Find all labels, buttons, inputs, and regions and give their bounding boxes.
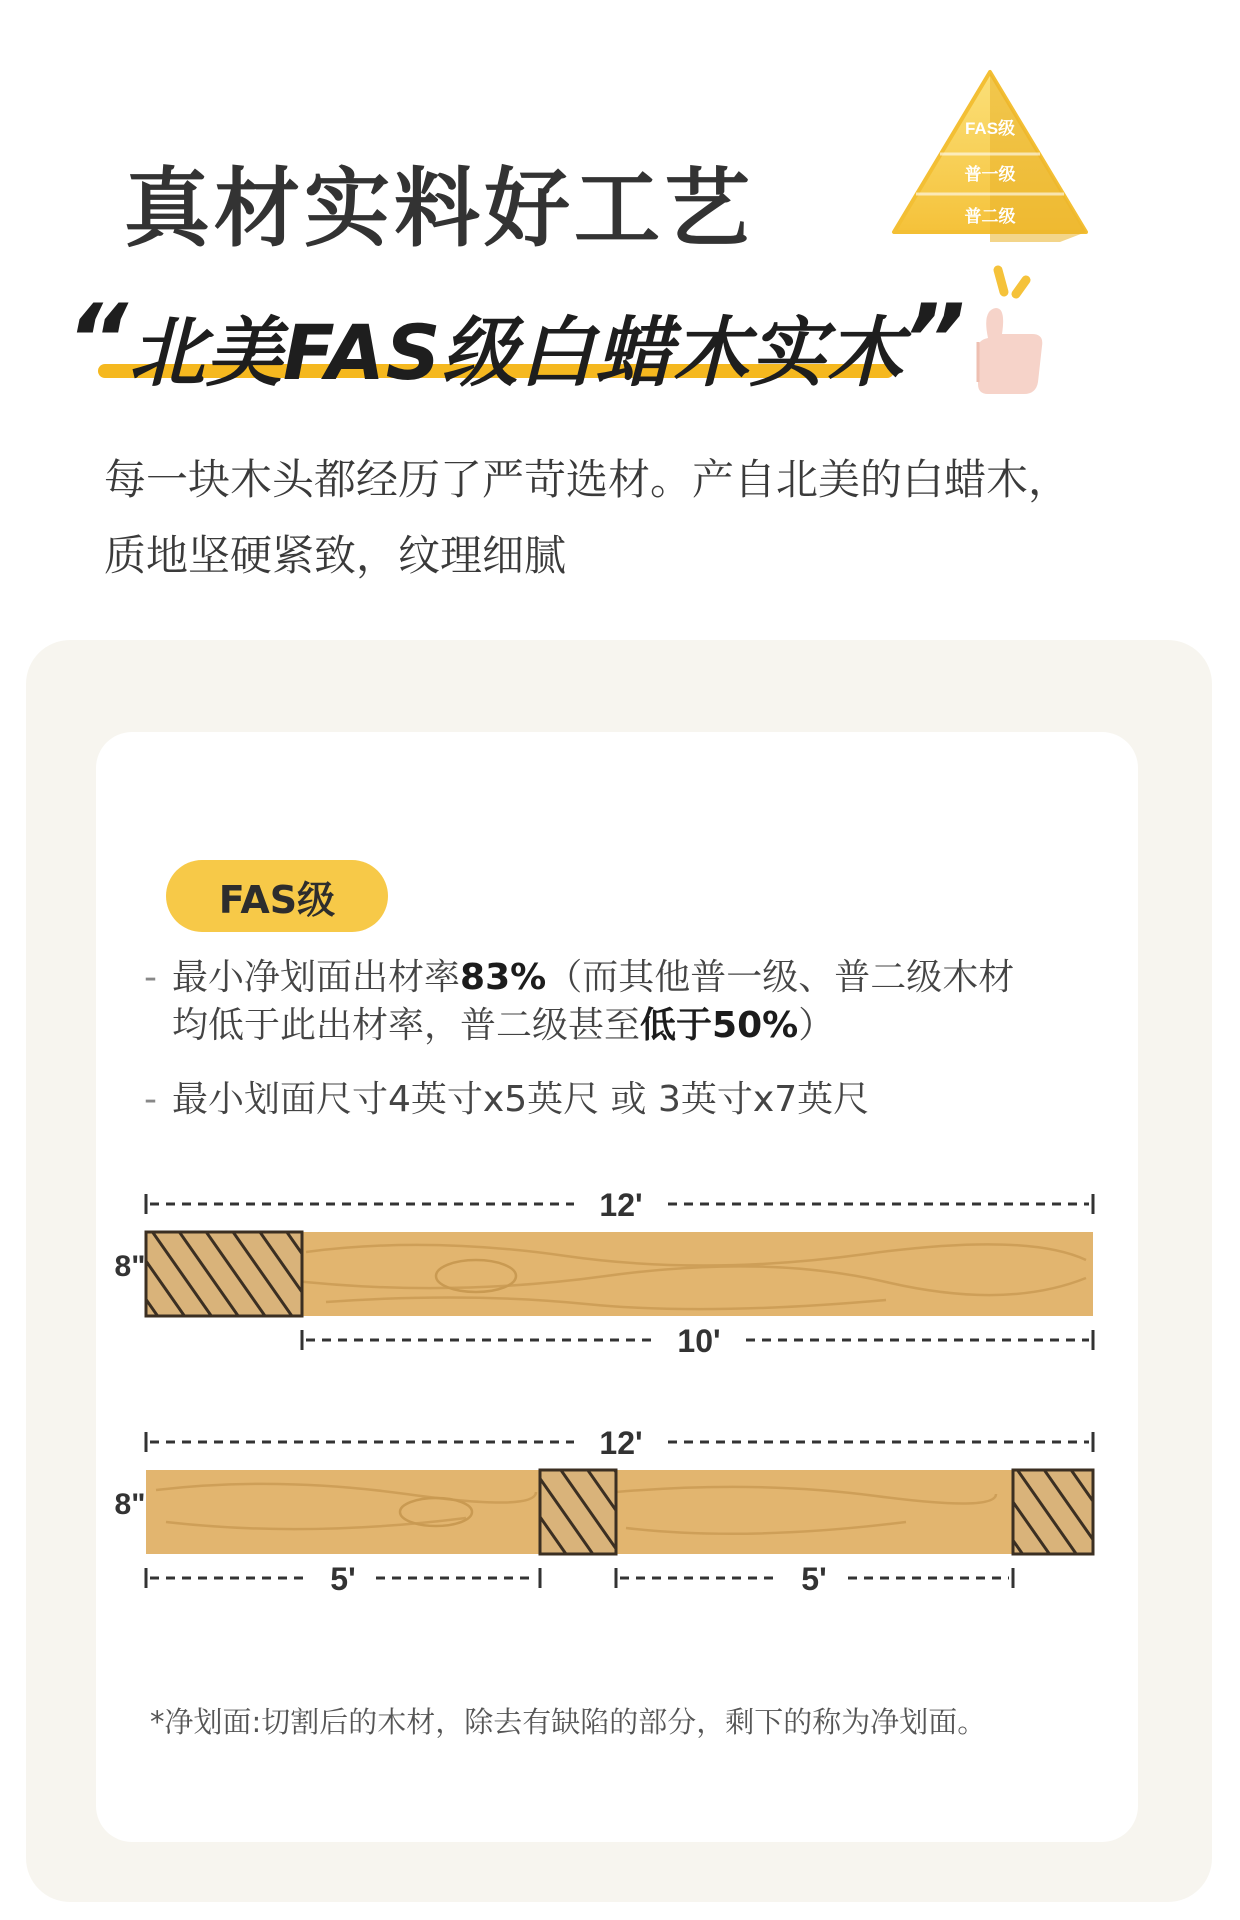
- bullet1-line2-highlight: 低于50%: [640, 1005, 799, 1046]
- pyramid-tier-2: 普二级: [964, 207, 1016, 226]
- board1-defect: [146, 1232, 302, 1316]
- page-title: 真材实料好工艺: [124, 159, 754, 259]
- bullet2-text: 最小划面尺寸4英寸x5英尺 或 3英寸x7英尺: [172, 1079, 870, 1120]
- board1-total-length-label: 12': [599, 1187, 643, 1223]
- bullet1-middle: （而其他普一级、普二级木材: [546, 957, 1015, 998]
- bullet1-highlight: 83%: [460, 957, 547, 998]
- intro-line-2: 质地坚硬紧致，纹理细腻: [104, 531, 567, 580]
- sparkle-mark-2: [1016, 280, 1026, 294]
- pyramid-tier-1: 普一级: [964, 165, 1016, 184]
- fas-info-card: [96, 732, 1138, 1842]
- open-quote: “: [66, 284, 129, 396]
- bullet-dash: -: [144, 1079, 157, 1120]
- bullet-dash: -: [144, 957, 157, 998]
- bullet1-prefix: 最小净划面出材率: [172, 957, 461, 998]
- board2-defect-right: [1013, 1470, 1093, 1554]
- sparkle-mark-1: [998, 270, 1004, 292]
- thumbs-up-icon: [978, 308, 1042, 394]
- board-1-diagram: [115, 1187, 1093, 1359]
- board2-clear-right-label: 5': [801, 1561, 827, 1597]
- board1-width-label: 8": [114, 1250, 146, 1283]
- board2-clear-left-label: 5': [330, 1561, 356, 1597]
- board2-wood: [146, 1470, 1093, 1554]
- bullet1-line2-suffix: ）: [798, 1005, 835, 1046]
- close-quote: ”: [903, 284, 967, 396]
- footnote: *净划面:切割后的木材，除去有缺陷的部分，剩下的称为净划面。: [150, 1705, 987, 1739]
- board2-width-label: 8": [114, 1488, 146, 1521]
- board1-clear-length-label: 10': [677, 1323, 721, 1359]
- outer-card: [26, 640, 1212, 1902]
- board2-total-length-label: 12': [599, 1425, 643, 1461]
- board2-defect-middle: [540, 1470, 616, 1554]
- fas-badge: FAS级: [166, 860, 388, 932]
- subtitle: [66, 284, 967, 397]
- board-2-diagram: [115, 1425, 1093, 1597]
- intro-text: [104, 442, 1164, 594]
- pyramid-tier-fas: FAS级: [964, 119, 1016, 138]
- subtitle-block: [66, 284, 967, 397]
- board-diagrams: [96, 732, 1138, 1842]
- grade-pyramid-illustration: [880, 64, 1100, 404]
- intro-line-1: 每一块木头都经历了严苛选材。产自北美的白蜡木，: [104, 455, 1071, 504]
- subtitle-text: 北美FAS级白蜡木实木: [128, 308, 904, 397]
- bullet1-line2-prefix: 均低于此出材率，普二级甚至: [172, 1005, 641, 1046]
